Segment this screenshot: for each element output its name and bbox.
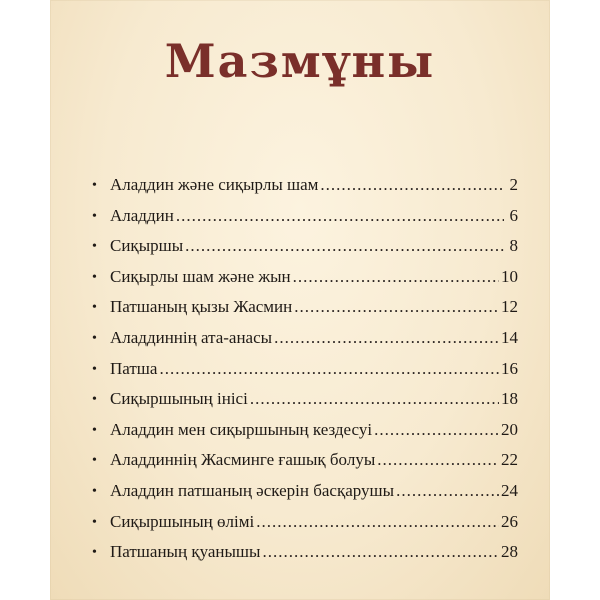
toc-page-number: 12 <box>501 297 518 317</box>
toc-entry-title: Сиқыршының інісі <box>110 389 248 409</box>
toc-page-number: 26 <box>501 511 518 531</box>
dot-leader <box>396 481 499 501</box>
bullet-icon: • <box>92 422 97 438</box>
toc-page-number: 18 <box>501 389 518 409</box>
dot-leader <box>374 420 499 440</box>
toc-entry-title: Сиқыршының өлімі <box>110 511 255 531</box>
toc-entry[interactable] <box>92 450 518 481</box>
toc-page-number: 28 <box>501 542 518 562</box>
toc-page-number: 24 <box>501 480 518 500</box>
toc-entry[interactable] <box>92 481 518 512</box>
toc-entry-title: Аладдин <box>110 205 174 225</box>
bullet-icon: • <box>92 300 97 316</box>
toc-entry[interactable] <box>92 236 518 267</box>
toc-page-number: 16 <box>501 358 518 378</box>
toc-entry[interactable] <box>92 328 518 359</box>
bullet-icon: • <box>92 514 97 530</box>
bullet-icon: • <box>92 178 97 193</box>
toc-page-number: 10 <box>501 266 518 286</box>
toc-entry[interactable] <box>92 420 518 451</box>
dot-leader <box>377 450 499 470</box>
bullet-icon: • <box>92 330 97 346</box>
toc-entry-title: Патшаның қуанышы <box>110 542 261 562</box>
toc-entry[interactable] <box>92 389 518 420</box>
dot-leader <box>256 512 499 532</box>
toc-page-number: 22 <box>501 450 518 470</box>
bullet-icon: • <box>92 269 97 285</box>
toc-entry-title: Аладдиннің Жасминге ғашық болуы <box>110 450 376 470</box>
toc-entry-title: Аладдин патшаның әскерін басқарушы <box>110 480 395 500</box>
dot-leader <box>176 206 504 226</box>
dot-leader <box>320 175 504 195</box>
dot-leader <box>294 297 499 317</box>
bullet-icon: • <box>92 392 97 408</box>
toc-entry[interactable] <box>92 512 518 543</box>
toc-page-number: 20 <box>501 419 518 439</box>
toc-entry[interactable] <box>92 542 518 573</box>
toc-page-number: 2 <box>509 175 518 194</box>
toc-entry[interactable] <box>92 359 518 390</box>
bullet-icon: • <box>92 361 97 377</box>
bullet-icon: • <box>92 483 97 499</box>
dot-leader <box>274 328 499 348</box>
toc-entry-title: Аладдиннің ата-анасы <box>110 327 273 347</box>
toc-entry-title: Аладдин мен сиқыршының кездесуі <box>110 419 373 439</box>
toc-page-number: 14 <box>501 327 518 347</box>
dot-leader <box>159 359 499 379</box>
toc-entry-title: Сиқырлы шам және жын <box>110 266 291 286</box>
toc-entry[interactable] <box>92 297 518 328</box>
dot-leader <box>185 236 504 256</box>
toc-entry-title: Сиқыршы <box>110 236 184 256</box>
dot-leader <box>293 267 499 287</box>
bullet-icon: • <box>92 239 97 255</box>
page-title: Мазмұны <box>164 34 436 88</box>
toc-page-number: 8 <box>509 236 518 256</box>
bullet-icon: • <box>92 453 97 469</box>
toc-entry-title: Патша <box>110 358 158 378</box>
table-of-contents <box>92 175 518 573</box>
toc-entry-title: Аладдин және сиқырлы шам <box>110 175 319 194</box>
dot-leader <box>250 389 499 409</box>
toc-entry[interactable] <box>92 206 518 237</box>
toc-page-number: 6 <box>509 205 518 225</box>
book-page <box>50 0 550 600</box>
dot-leader <box>262 542 499 562</box>
bullet-icon: • <box>92 545 97 561</box>
toc-entry-title: Патшаның қызы Жасмин <box>110 297 293 317</box>
toc-entry[interactable] <box>92 267 518 298</box>
bullet-icon: • <box>92 208 97 224</box>
toc-entry[interactable] <box>92 175 518 206</box>
